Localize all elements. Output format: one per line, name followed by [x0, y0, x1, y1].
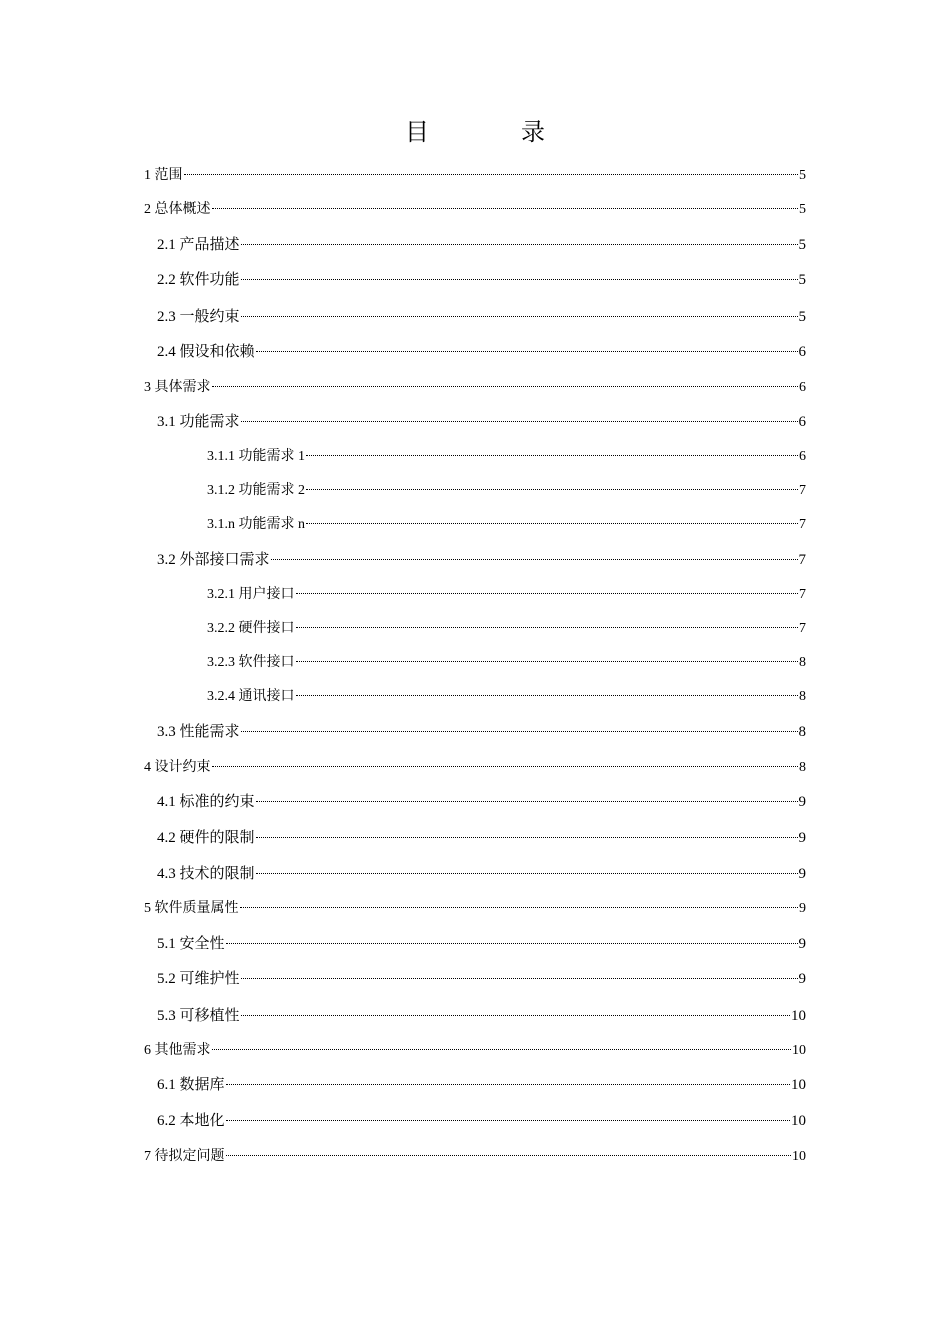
- toc-dot-leader: [241, 244, 798, 245]
- toc-entry-label: 3.2.3 软件接口: [207, 655, 295, 670]
- toc-entry-label: 5 软件质量属性: [144, 901, 239, 916]
- toc-entry[interactable]: [207, 618, 806, 640]
- toc-dot-leader: [226, 1120, 790, 1121]
- toc-entry-page: 6: [799, 380, 806, 395]
- toc-entry-label: 2.1 产品描述: [157, 237, 240, 253]
- toc-entry-page: 8: [799, 689, 806, 704]
- toc-dot-leader: [296, 627, 799, 628]
- toc-entry-page: 6: [799, 449, 806, 464]
- toc-entry-label: 3.2.1 用户接口: [207, 587, 295, 602]
- toc-entry-label: 6.2 本地化: [157, 1113, 225, 1129]
- toc-dot-leader: [296, 593, 799, 594]
- toc-entry[interactable]: [207, 686, 806, 708]
- toc-entry-page: 7: [798, 552, 806, 568]
- toc-entry[interactable]: [207, 584, 806, 606]
- toc-dot-leader: [296, 695, 799, 696]
- toc-entry-label: 3.1.n 功能需求 n: [207, 517, 305, 532]
- toc-entry-label: 4.3 技术的限制: [157, 866, 255, 882]
- toc-entry[interactable]: [157, 827, 806, 849]
- toc-entry[interactable]: [157, 549, 806, 571]
- toc-entry-page: 10: [791, 1008, 806, 1024]
- toc-dot-leader: [241, 421, 798, 422]
- toc-dot-leader: [271, 559, 798, 560]
- toc-dot-leader: [306, 455, 798, 456]
- toc-entry-page: 9: [798, 866, 806, 882]
- toc-dot-leader: [241, 731, 798, 732]
- toc-entry-label: 1 范围: [144, 168, 183, 183]
- toc-entry-page: 8: [798, 724, 806, 740]
- toc-dot-leader: [241, 316, 798, 317]
- toc-entry-label: 3.2.2 硬件接口: [207, 621, 295, 636]
- toc-title: 目 录: [405, 118, 579, 146]
- toc-dot-leader: [306, 523, 798, 524]
- toc-entry-page: 7: [799, 587, 806, 602]
- toc-entry-page: 6: [798, 344, 806, 360]
- toc-entry[interactable]: [144, 1040, 806, 1062]
- toc-dot-leader: [256, 801, 798, 802]
- toc-entry[interactable]: [157, 721, 806, 743]
- toc-entry[interactable]: [157, 234, 806, 256]
- toc-entry-label: 3.1.1 功能需求 1: [207, 449, 305, 464]
- toc-entry[interactable]: [157, 341, 806, 363]
- toc-entry-label: 6.1 数据库: [157, 1077, 225, 1093]
- toc-dot-leader: [226, 1084, 790, 1085]
- toc-entry[interactable]: [157, 791, 806, 813]
- toc-entry-page: 7: [799, 621, 806, 636]
- toc-entry-page: 9: [798, 971, 806, 987]
- toc-entry-page: 5: [799, 202, 806, 217]
- toc-entry-label: 7 待拟定问题: [144, 1149, 225, 1164]
- toc-entry-label: 4.1 标准的约束: [157, 794, 255, 810]
- toc-entry-label: 5.1 安全性: [157, 936, 225, 952]
- toc-entry[interactable]: [157, 306, 806, 328]
- toc-entry[interactable]: [157, 1110, 806, 1132]
- toc-entry[interactable]: [207, 514, 806, 536]
- toc-entry-page: 6: [798, 414, 806, 430]
- toc-entry-page: 9: [799, 901, 806, 916]
- toc-entry-label: 2 总体概述: [144, 202, 211, 217]
- toc-dot-leader: [256, 351, 798, 352]
- toc-entry[interactable]: [144, 898, 806, 920]
- toc-dot-leader: [256, 837, 798, 838]
- toc-entry-label: 3.2.4 通讯接口: [207, 689, 295, 704]
- toc-entry[interactable]: [144, 165, 806, 187]
- toc-entry-label: 3 具体需求: [144, 380, 211, 395]
- toc-entry-label: 4.2 硬件的限制: [157, 830, 255, 846]
- toc-entry[interactable]: [144, 1146, 806, 1168]
- toc-entry-page: 5: [799, 168, 806, 183]
- toc-entry[interactable]: [207, 446, 806, 468]
- toc-dot-leader: [226, 943, 798, 944]
- toc-dot-leader: [226, 1155, 792, 1156]
- toc-entry-page: 8: [799, 655, 806, 670]
- toc-entry[interactable]: [144, 377, 806, 399]
- toc-entry[interactable]: [157, 1005, 806, 1027]
- toc-entry-label: 4 设计约束: [144, 760, 211, 775]
- toc-entry-label: 5.2 可维护性: [157, 971, 240, 987]
- toc-entry-label: 6 其他需求: [144, 1043, 211, 1058]
- toc-entry[interactable]: [157, 968, 806, 990]
- toc-entry-label: 3.1 功能需求: [157, 414, 240, 430]
- toc-dot-leader: [240, 907, 799, 908]
- toc-entry-page: 10: [791, 1113, 806, 1129]
- toc-entry-page: 10: [792, 1043, 806, 1058]
- toc-entry-page: 7: [799, 483, 806, 498]
- toc-entry[interactable]: [157, 411, 806, 433]
- toc-entry-page: 8: [799, 760, 806, 775]
- toc-dot-leader: [256, 873, 798, 874]
- toc-entry-page: 10: [792, 1149, 806, 1164]
- toc-entry-page: 5: [798, 237, 806, 253]
- toc-entry-label: 2.2 软件功能: [157, 272, 240, 288]
- toc-entry-label: 2.4 假设和依赖: [157, 344, 255, 360]
- toc-entry[interactable]: [157, 269, 806, 291]
- toc-entry-page: 5: [798, 272, 806, 288]
- toc-dot-leader: [212, 208, 799, 209]
- toc-dot-leader: [212, 766, 799, 767]
- toc-entry[interactable]: [157, 1074, 806, 1096]
- toc-entry-page: 7: [799, 517, 806, 532]
- toc-entry-page: 9: [798, 936, 806, 952]
- toc-dot-leader: [212, 1049, 792, 1050]
- toc-dot-leader: [296, 661, 799, 662]
- toc-entry-label: 3.1.2 功能需求 2: [207, 483, 305, 498]
- toc-entry-page: 10: [791, 1077, 806, 1093]
- toc-entry-page: 5: [798, 309, 806, 325]
- toc-entry[interactable]: [144, 199, 806, 221]
- toc-dot-leader: [306, 489, 798, 490]
- toc-entry-label: 3.2 外部接口需求: [157, 552, 270, 568]
- toc-entry[interactable]: [144, 757, 806, 779]
- toc-dot-leader: [184, 174, 799, 175]
- toc-entry-label: 2.3 一般约束: [157, 309, 240, 325]
- toc-entry[interactable]: [157, 933, 806, 955]
- toc-dot-leader: [241, 1015, 790, 1016]
- toc-entry-page: 9: [798, 830, 806, 846]
- toc-entry-page: 9: [798, 794, 806, 810]
- toc-dot-leader: [212, 386, 799, 387]
- toc-entry-label: 5.3 可移植性: [157, 1008, 240, 1024]
- toc-entry-label: 3.3 性能需求: [157, 724, 240, 740]
- toc-dot-leader: [241, 279, 798, 280]
- toc-dot-leader: [241, 978, 798, 979]
- toc-entry[interactable]: [207, 652, 806, 674]
- toc-entry[interactable]: [207, 480, 806, 502]
- toc-entry[interactable]: [157, 863, 806, 885]
